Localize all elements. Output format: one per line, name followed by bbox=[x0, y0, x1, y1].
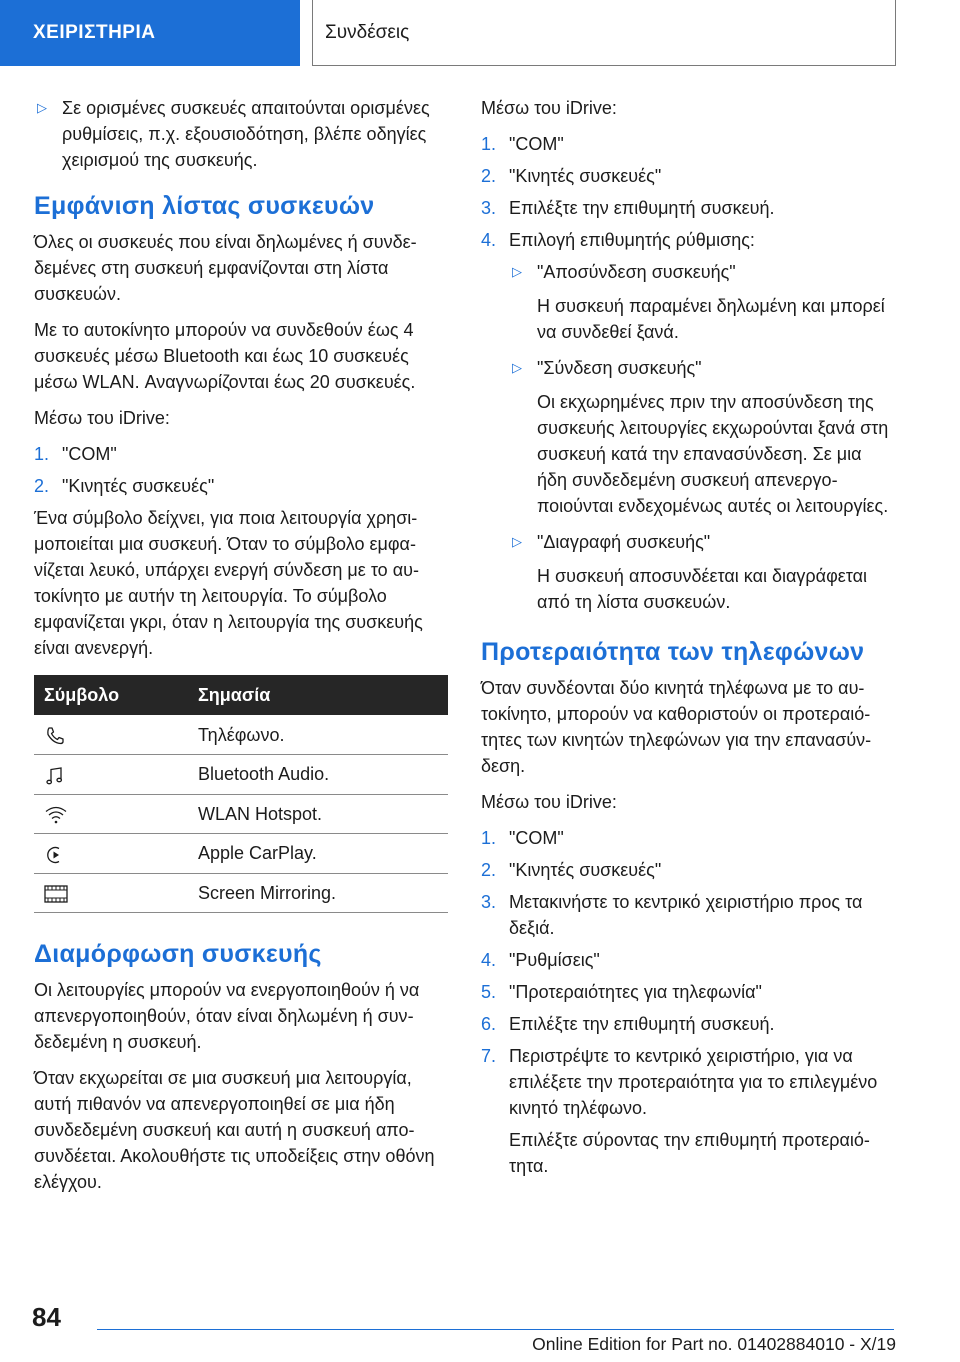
paragraph: Ένα σύμβολο δείχνει, για ποια λειτουργία χρησιμοποιείται μια συσκευή. Όταν το σύμβολο εμφανίζεται λευκό, υπάρχει ενεργή σύνδεση με το αυτοκίνητο με αυτήν τη λειτουργία. Το σύμβολο εμφανίζεται γκρι, όταν η λειτουργία της συσκευής είναι ανενεργή. bbox=[34, 508, 423, 658]
list-item: 4. Επιλογή επιθυμητής ρύθμισης: bbox=[481, 230, 755, 250]
paragraph: Όλες οι συσκευές που είναι δηλωμένες ή συνδεδεμένες στη συσκευή εμφανίζονται στη λίστα συσκευών. bbox=[34, 232, 417, 304]
list-item: 2. "Κινητές συσκευές" bbox=[481, 166, 662, 186]
sub-option: ▷ "Διαγραφή συσκευής" bbox=[481, 529, 895, 555]
list-item-note: Επιλέξτε σύροντας την επιθυμητή προτεραιότητα. bbox=[509, 1130, 870, 1176]
sub-option-desc: Οι εκχωρημένες πριν την αποσύνδεση της συσκευής λειτουργίες εκχωρούνται ξανά στη συσκευή κατά την επανασύνδεση. Σε μια ήδη συνδεδεμένη συσκευή απενεργοποιούνται ενδεχομένως αυτές οι λειτουργίες. bbox=[537, 392, 889, 516]
triangle-bullet-icon: ▷ bbox=[512, 264, 522, 279]
list-item: 6. Επιλέξτε την επιθυμητή συσκευή. bbox=[481, 1014, 775, 1034]
heading-device-list: Εμφάνιση λίστας συσκευών bbox=[34, 192, 375, 220]
paragraph: Με το αυτοκίνητο μπορούν να συνδεθούν έως 4 συσκευές μέσω Bluetooth και έως 10 συσκευές μέσω WLAN. Αναγνωρίζονται έως 20 συσκευές. bbox=[34, 320, 416, 392]
column-header-meaning: Σημασία bbox=[190, 675, 448, 715]
section-title: Συνδέσεις bbox=[312, 0, 896, 66]
music-note-icon bbox=[44, 766, 68, 786]
list-item: 1. "COM" bbox=[481, 828, 564, 848]
paragraph: Όταν εκχωρείται σε μια συσκευή μια λειτουργία, αυτή πιθανόν να απενεργοποιηθεί σε μια ήδη συνδεδεμένη συσκευή και αυτή η συσκευή αποσυνδέεται. Ακολουθήστε τις υποδείξεις στην οθόνη ελέγχου. bbox=[34, 1068, 435, 1192]
page-number: 84 bbox=[32, 1302, 61, 1332]
triangle-bullet-icon: ▷ bbox=[512, 360, 522, 375]
list-item: 7. Περιστρέψτε το κεντρικό χειριστήριο, για να επιλέξετε την προτεραιότητα για το επιλεγμένο κινητό τηλέφωνο. bbox=[481, 1046, 878, 1118]
sub-option: ▷ "Σύνδεση συσκευής" bbox=[481, 355, 895, 381]
screen-mirroring-icon bbox=[44, 884, 68, 904]
column-header-symbol: Σύμβολο bbox=[34, 675, 190, 715]
list-item: 1. "COM" bbox=[481, 134, 564, 154]
paragraph: Μέσω του iDrive: bbox=[481, 98, 617, 118]
list-item: 3. Μετακινήστε το κεντρικό χειριστήριο προς τα δεξιά. bbox=[481, 892, 863, 938]
sub-option-desc: Η συσκευή παραμένει δηλωμένη και μπορεί να συνδεθεί ξανά. bbox=[537, 296, 885, 342]
table-row: Τηλέφωνο. bbox=[34, 715, 448, 755]
paragraph: Όταν συνδέονται δύο κινητά τηλέφωνα με το αυτοκίνητο, μπορούν να καθοριστούν οι προτεραιότητες των κινητών τηλεφώνων για την επανασύνδεση. bbox=[481, 678, 872, 776]
heading-phone-priority: Προτεραιότητα των τηλεφώνων bbox=[481, 638, 865, 666]
table-row: WLAN Hotspot. bbox=[34, 794, 448, 834]
left-column bbox=[34, 95, 448, 1205]
paragraph: Μέσω του iDrive: bbox=[481, 792, 617, 812]
table-row: Bluetooth Audio. bbox=[34, 755, 448, 795]
footer-edition: Online Edition for Part no. 01402884010 - X/19 bbox=[532, 1334, 896, 1354]
intro-bullet: ▷ Σε ορισμένες συσκευές απαιτούνται ορισμένες ρυθμίσεις, π.χ. εξουσιοδότηση, βλέπε οδηγίες χειρισμού της συσκευής. bbox=[34, 95, 448, 173]
triangle-bullet-icon: ▷ bbox=[37, 100, 47, 115]
wifi-icon bbox=[44, 805, 68, 825]
heading-device-config: Διαμόρφωση συσκευής bbox=[34, 940, 322, 968]
carplay-icon bbox=[44, 845, 68, 865]
paragraph: Μέσω του iDrive: bbox=[34, 408, 170, 428]
footer-divider bbox=[97, 1329, 894, 1330]
list-item: 1. "COM" bbox=[34, 444, 117, 464]
list-item: 4. "Ρυθμίσεις" bbox=[481, 950, 600, 970]
list-item: 2. "Κινητές συσκευές" bbox=[34, 476, 215, 496]
phone-icon bbox=[44, 726, 68, 746]
list-item: 5. "Προτεραιότητες για τηλεφωνία" bbox=[481, 982, 762, 1002]
list-item: 3. Επιλέξτε την επιθυμητή συσκευή. bbox=[481, 198, 775, 218]
chapter-tab[interactable]: ΧΕΙΡΙΣΤΗΡΙΑ bbox=[0, 0, 300, 66]
sub-option-desc: Η συσκευή αποσυνδέεται και διαγράφεται από τη λίστα συσκευών. bbox=[537, 566, 868, 612]
list-item: 2. "Κινητές συσκευές" bbox=[481, 860, 662, 880]
sub-option: ▷ "Αποσύνδεση συσκευής" bbox=[481, 259, 895, 285]
table-row: Apple CarPlay. bbox=[34, 834, 448, 874]
page-header bbox=[0, 0, 960, 66]
triangle-bullet-icon: ▷ bbox=[512, 534, 522, 549]
table-row: Screen Mirroring. bbox=[34, 873, 448, 913]
right-column bbox=[481, 95, 895, 1187]
symbol-table bbox=[34, 675, 448, 913]
paragraph: Οι λειτουργίες μπορούν να ενεργοποιηθούν ή να απενεργοποιηθούν, όταν είναι δηλωμένη ή συνδεδεμένη η συσκευή. bbox=[34, 980, 420, 1052]
